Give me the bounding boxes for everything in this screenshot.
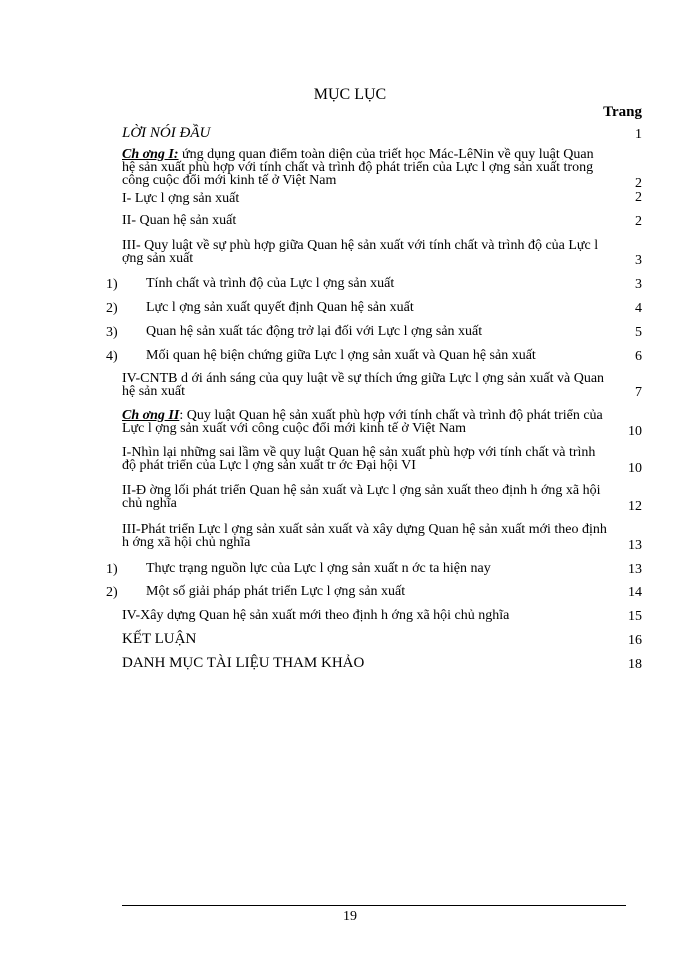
- toc-entry-text: III-Phát triển Lực l ợng sản xuất sản xuất và xây dựng Quan hệ sản xuất mới theo định h ớng xã hội chủ nghĩa: [122, 522, 607, 550]
- toc-page-number: 16: [628, 633, 642, 648]
- toc-entry-text: IV-Xây dựng Quan hệ sản xuất mới theo định h ớng xã hội chủ nghĩa: [122, 608, 510, 623]
- toc-entry: [146, 349, 632, 362]
- list-number: 2): [106, 301, 118, 316]
- toc-entry: [146, 562, 632, 575]
- toc-entry-text: DANH MỤC TÀI LIỆU THAM KHẢO: [122, 655, 365, 671]
- list-number: 1): [106, 277, 118, 292]
- toc-entry: [122, 484, 608, 510]
- toc-page-number: 10: [628, 461, 642, 476]
- toc-title: MỤC LỤC: [313, 86, 387, 103]
- toc-page-number: 2: [635, 214, 642, 229]
- toc-entry: [122, 192, 608, 205]
- toc-entry-text: II-Đ ờng lối phát triển Quan hệ sản xuất và Lực l ợng sản xuất theo định h ớng xã hội chủ nghĩa: [122, 483, 601, 511]
- toc-entry: [122, 609, 608, 622]
- toc-page-number: 2: [635, 176, 642, 191]
- toc-entry-text: Một số giải pháp phát triển Lực l ợng sản xuất: [146, 584, 406, 599]
- toc-entry-text: Quan hệ sản xuất tác động trở lại đối với Lực l ợng sản xuất: [146, 324, 483, 339]
- toc-page-number: 15: [628, 609, 642, 624]
- toc-entry: [122, 446, 608, 472]
- list-number: 4): [106, 349, 118, 364]
- toc-page-number: 3: [635, 253, 642, 268]
- toc-entry: [122, 239, 608, 265]
- footer-page-number: 19: [343, 909, 357, 924]
- toc-entry-text: Lực l ợng sản xuất quyết định Quan hệ sản xuất: [146, 300, 414, 315]
- toc-entry-text: : Quy luật Quan hệ sản xuất phù hợp với tính chất và trình độ phát triển của Lực l ợng sản xuất với công cuộc đổi mới kinh tế ở Việt Nam: [122, 408, 603, 436]
- page-column-header: Trang: [603, 104, 642, 120]
- toc-entry-text: ứng dụng quan điểm toàn diện của triết học Mác-LêNin về quy luật Quan hệ sản xuất phù hợp với tính chất và trình độ phát triển của Lực l ợng sản xuất trong công cuộc đổi mới kinh tế ở Việt Nam: [122, 147, 594, 188]
- toc-page-number: 4: [635, 301, 642, 316]
- toc-page-number: 12: [628, 499, 642, 514]
- chapter-label: Ch ơng II: [122, 408, 180, 423]
- toc-entry: [122, 372, 608, 398]
- toc-entry-text: I-Nhìn lại những sai lầm về quy luật Quan hệ sản xuất phù hợp với tính chất và trình độ phát triển của Lực l ợng sản xuất tr ớc Đại hội VI: [122, 445, 596, 473]
- toc-entry-text: III- Quy luật về sự phù hợp giữa Quan hệ sản xuất với tính chất và trình độ của Lực l ợng sản xuất: [122, 238, 599, 266]
- toc-entry: [146, 301, 632, 314]
- toc-page-number: 1: [635, 127, 642, 142]
- toc-page-number: 18: [628, 657, 642, 672]
- toc-entry-text: Mối quan hệ biện chứng giữa Lực l ợng sản xuất và Quan hệ sản xuất: [146, 348, 536, 363]
- toc-entry: [146, 277, 632, 290]
- toc-entry-text: I- Lực l ợng sản xuất: [122, 191, 240, 206]
- toc-page-number: 3: [635, 277, 642, 292]
- toc-entry-chapter-2: [122, 409, 608, 435]
- toc-entry-references: [122, 657, 608, 670]
- toc-page-number: 10: [628, 424, 642, 439]
- toc-page-number: 14: [628, 585, 642, 600]
- toc-page-number: 5: [635, 325, 642, 340]
- list-number: 2): [106, 585, 118, 600]
- toc-entry-conclusion: [122, 633, 608, 646]
- toc-entry-text: IV-CNTB d ới ánh sáng của quy luật về sự thích ứng giữa Lực l ợng sản xuất và Quan hệ sản xuất: [122, 371, 605, 399]
- toc-entry-preface: [122, 127, 608, 140]
- toc-entry: [146, 585, 632, 598]
- toc-entry-text: II- Quan hệ sản xuất: [122, 213, 237, 228]
- toc-entry-text: Tính chất và trình độ của Lực l ợng sản xuất: [146, 276, 395, 291]
- toc-page-number: 13: [628, 538, 642, 553]
- list-number: 1): [106, 562, 118, 577]
- toc-entry: [122, 214, 608, 227]
- footer-divider: [122, 905, 626, 906]
- toc-page-number: 6: [635, 349, 642, 364]
- list-number: 3): [106, 325, 118, 340]
- toc-entry-text: Thực trạng nguồn lực của Lực l ợng sản xuất n ớc ta hiện nay: [146, 561, 491, 576]
- toc-entry: [146, 325, 632, 338]
- chapter-label: Ch ơng I:: [122, 147, 179, 162]
- toc-page-number: 2: [635, 190, 642, 205]
- toc-page-number: 7: [635, 385, 642, 400]
- toc-entry: [122, 523, 608, 549]
- toc-entry-chapter-1: [122, 148, 608, 187]
- toc-page-number: 13: [628, 562, 642, 577]
- toc-entry-text: KẾT LUẬN: [122, 631, 197, 647]
- toc-entry-text: LỜI NÓI ĐẦU: [122, 125, 211, 141]
